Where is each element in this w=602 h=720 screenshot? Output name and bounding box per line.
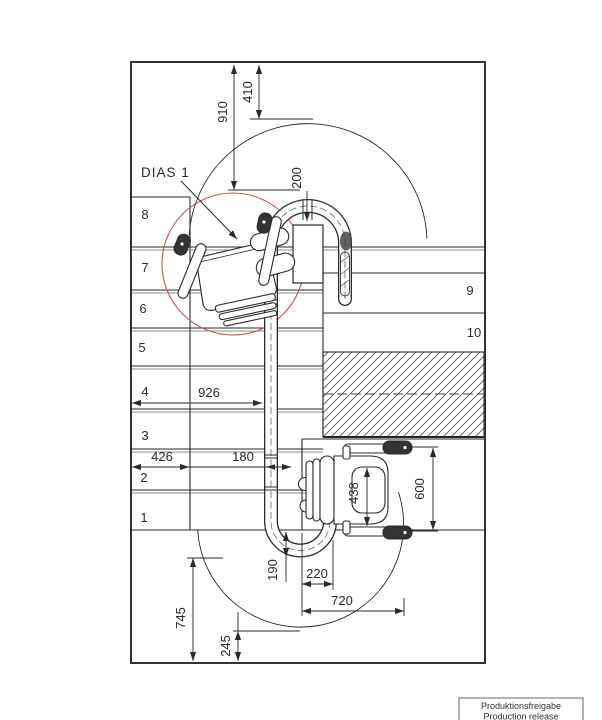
dim-600: 600 [412,478,427,500]
dias1-annotation [141,165,237,239]
dim-190: 190 [265,559,280,581]
hatched-area [323,352,484,437]
approval-box [459,698,583,720]
step-label: 7 [141,260,149,275]
approval-line-en: Production release [483,711,559,720]
dim-910: 910 [215,101,230,123]
step-label: 6 [139,301,147,316]
step-label: 3 [141,428,149,443]
step-label: 9 [466,283,474,298]
rail-joint-sleeve [340,232,352,251]
step-label: 5 [138,340,146,355]
upper-swivel-arc [189,124,427,239]
dim-926: 926 [198,385,220,400]
approval-line-de: Produktionsfreigabe [480,701,562,711]
step-label: 1 [140,510,148,525]
step-label: 8 [141,207,149,222]
step-label: 2 [140,470,148,485]
newel-post [293,225,323,283]
dim-180: 180 [232,449,254,464]
dim-220: 220 [306,566,328,581]
dim-245: 245 [218,635,233,657]
dim-200: 200 [289,167,304,189]
dim-720: 720 [331,593,353,608]
step-label: 4 [141,384,149,399]
dias1-label: DIAS 1 [141,165,190,180]
dim-438: 438 [346,482,361,504]
dim-745: 745 [173,607,188,629]
dim-410: 410 [240,81,255,103]
dim-426: 426 [151,449,173,464]
step-label: 10 [466,325,482,340]
